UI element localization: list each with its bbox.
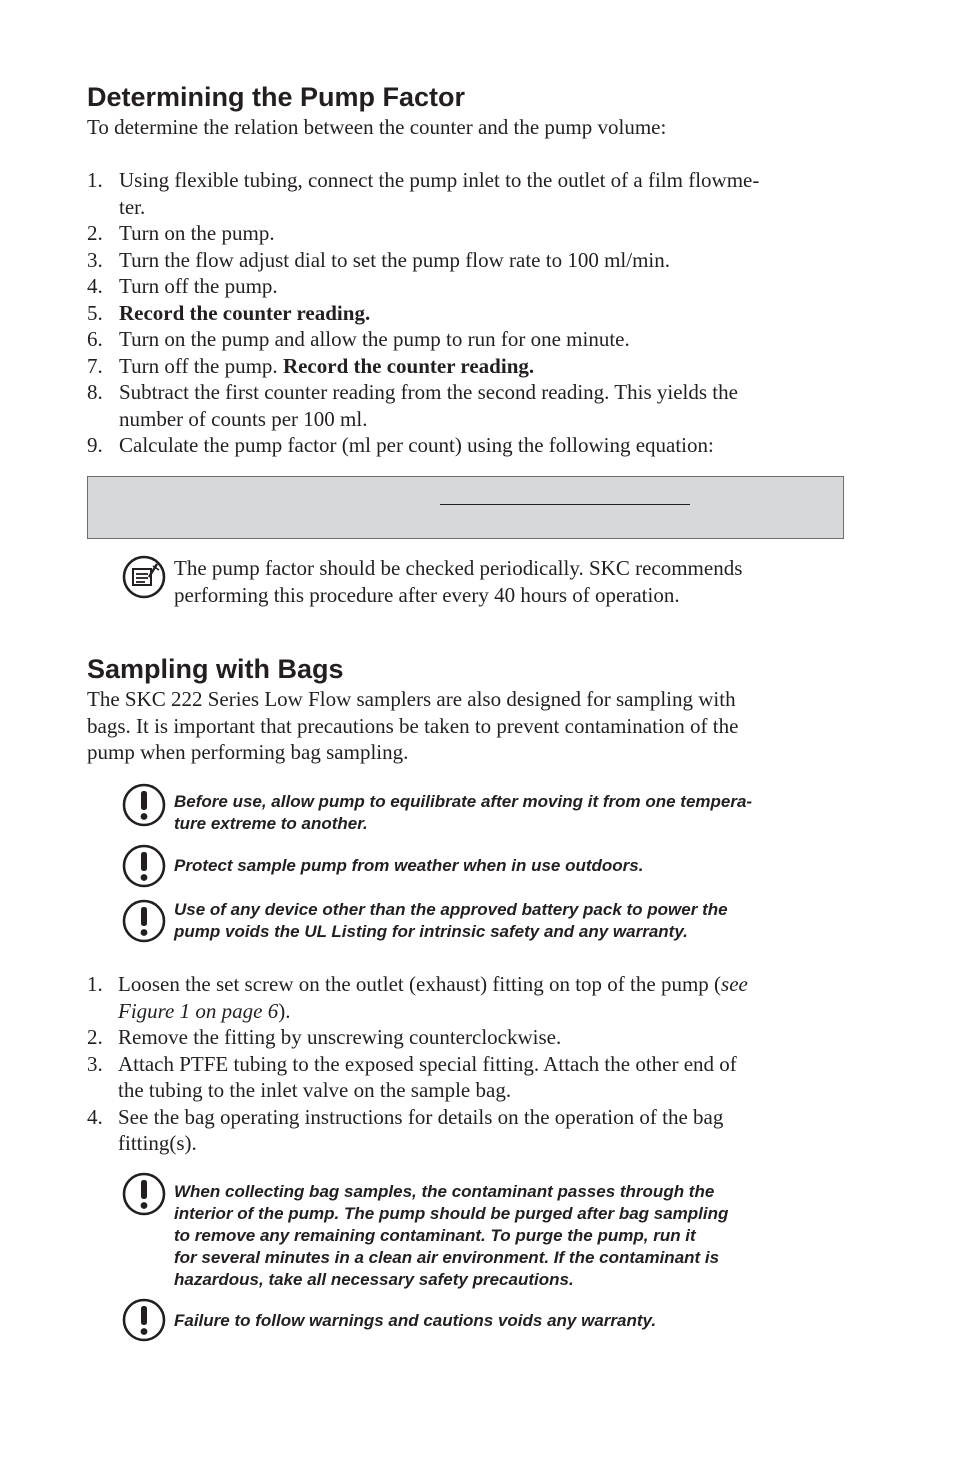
step-text: the tubing to the inlet valve on the sample bag. [118, 1078, 512, 1102]
caution-line: pump voids the UL Listing for intrinsic safety and any warranty. [174, 922, 688, 941]
list-item [87, 300, 847, 327]
note-text [174, 555, 742, 609]
list-item [87, 379, 847, 432]
caution-line: Protect sample pump from weather when in use outdoors. [174, 856, 644, 875]
caution-icon [122, 1172, 166, 1216]
intro-line: bags. It is important that precautions be taken to prevent contamination of the [87, 713, 739, 738]
step-text: number of counts per 100 ml. [119, 406, 368, 431]
caution-line: hazardous, take all necessary safety precautions. [174, 1270, 574, 1289]
list-item [87, 432, 847, 459]
caution-text [174, 791, 839, 835]
step-number: 1. [87, 168, 103, 192]
list-item [87, 971, 847, 1024]
step-text-bold: Record the counter reading. [282, 353, 535, 378]
step-number: 7. [87, 353, 103, 378]
intro-paragraph: To determine the relation between the counter and the pump volume: [87, 115, 667, 139]
step-text: Attach PTFE tubing to the exposed special fitting. Attach the other end of [118, 1051, 737, 1076]
caution-line: ture extreme to another. [174, 814, 368, 833]
note-icon [122, 555, 166, 599]
caution-text [174, 899, 839, 943]
step-number: 3. [87, 247, 103, 272]
caution-icon [122, 783, 166, 827]
pump-factor-steps [87, 167, 847, 459]
fraction-line [440, 504, 690, 505]
step-text-italic: Figure 1 on page 6 [118, 998, 279, 1023]
caution-line: interior of the pump. The pump should be purged after bag sampling [174, 1204, 729, 1223]
caution-icon [122, 1298, 166, 1342]
step-text: ter. [119, 194, 146, 219]
step-number: 8. [87, 380, 103, 404]
caution-line: to remove any remaining contaminant. To purge the pump, run it [174, 1226, 696, 1245]
list-item [87, 1051, 847, 1104]
step-number: 2. [87, 221, 103, 245]
step-number: 6. [87, 327, 103, 351]
step-text: Turn off the pump. [119, 353, 283, 378]
step-number: 3. [87, 1051, 103, 1076]
caution-line: Use of any device other than the approved battery pack to power the [174, 900, 728, 919]
caution-text [174, 855, 839, 877]
step-text: Turn on the pump. [119, 221, 275, 245]
step-number: 5. [87, 300, 103, 325]
list-item [87, 167, 847, 220]
step-number: 9. [87, 433, 103, 457]
caution-line: Before use, allow pump to equilibrate after moving it from one tempera- [174, 792, 753, 811]
note-line: performing this procedure after every 40 hours of operation. [174, 583, 680, 607]
list-item [87, 273, 847, 300]
list-item [87, 247, 847, 274]
list-item [87, 1024, 847, 1051]
section-title-pump-factor: Determining the Pump Factor [87, 82, 466, 112]
step-text: fitting(s). [118, 1131, 197, 1155]
step-text-italic: see [721, 972, 748, 996]
step-number: 2. [87, 1025, 103, 1049]
caution-icon [122, 844, 166, 888]
step-number: 4. [87, 1104, 103, 1129]
list-item [87, 326, 847, 353]
step-number: 4. [87, 274, 103, 298]
step-text: Calculate the pump factor (ml per count) using the following equation: [119, 433, 714, 457]
caution-line: for several minutes in a clean air environment. If the contaminant is [174, 1248, 720, 1267]
bag-sampling-steps [87, 971, 847, 1157]
section-title-sampling-bags: Sampling with Bags [87, 654, 344, 684]
step-text: Subtract the first counter reading from the second reading. This yields the [119, 380, 738, 404]
step-text: Using flexible tubing, connect the pump inlet to the outlet of a film flowme- [119, 168, 760, 192]
equation-box [87, 476, 844, 539]
caution-icon [122, 899, 166, 943]
step-text: See the bag operating instructions for details on the operation of the bag [118, 1104, 724, 1129]
intro-line: pump when performing bag sampling. [87, 740, 409, 764]
caution-line: Failure to follow warnings and cautions voids any warranty. [174, 1311, 657, 1330]
step-number: 1. [87, 972, 103, 996]
caution-text [174, 1310, 839, 1332]
caution-text [174, 1181, 839, 1291]
sampling-intro-paragraph [87, 686, 847, 766]
step-text: Turn off the pump. [119, 274, 278, 298]
step-text: Turn the flow adjust dial to set the pump flow rate to 100 ml/min. [119, 247, 671, 272]
list-item [87, 1104, 847, 1157]
step-text: Turn on the pump and allow the pump to run for one minute. [119, 327, 630, 351]
step-text: Remove the fitting by unscrewing counterclockwise. [118, 1025, 562, 1049]
step-text-bold: Record the counter reading. [119, 300, 371, 325]
list-item [87, 353, 847, 380]
caution-line: When collecting bag samples, the contaminant passes through the [174, 1182, 715, 1201]
intro-line: The SKC 222 Series Low Flow samplers are also designed for sampling with [87, 687, 736, 711]
list-item [87, 220, 847, 247]
note-line: The pump factor should be checked periodically. SKC recommends [174, 556, 743, 580]
step-text: Loosen the set screw on the outlet (exhaust) fitting on top of the pump ( [118, 972, 722, 996]
step-text: ). [278, 998, 291, 1023]
